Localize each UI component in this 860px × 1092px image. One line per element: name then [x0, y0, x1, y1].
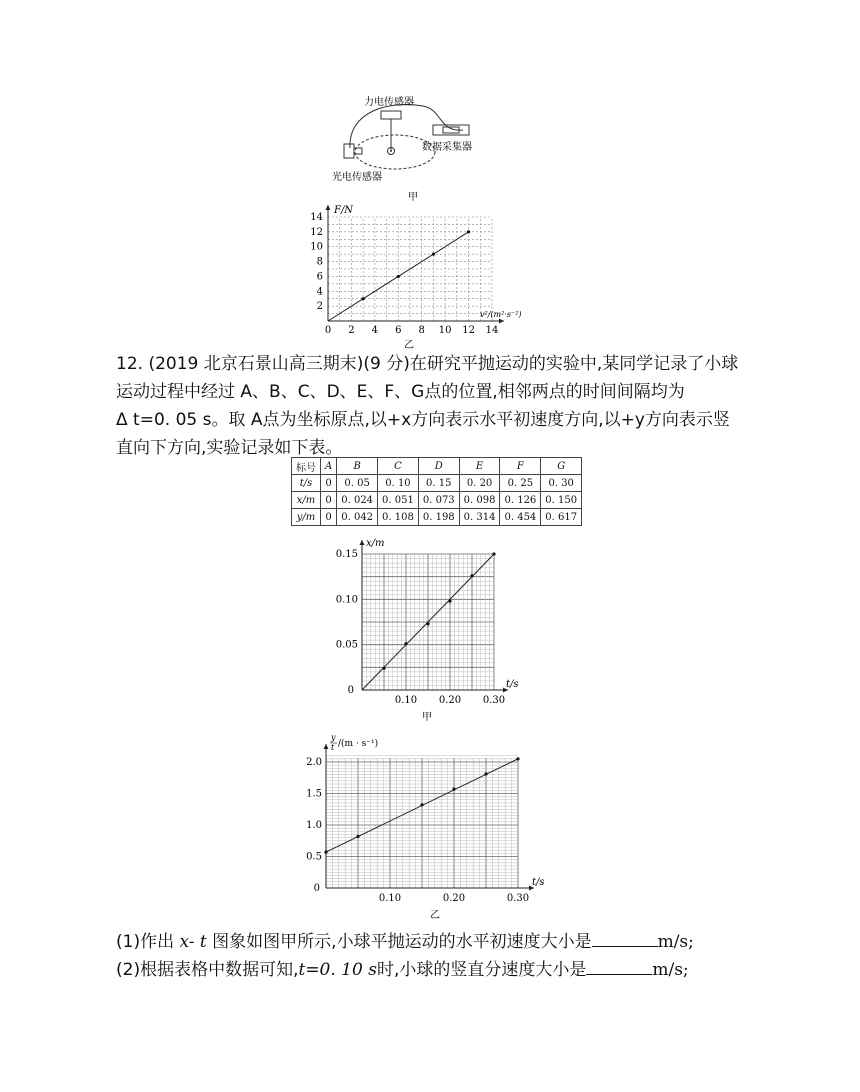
y-axis-arrow [326, 205, 331, 210]
table-cell: 0. 073 [418, 492, 459, 509]
table-header-cell: D [418, 458, 459, 475]
data-point [467, 230, 470, 233]
table-cell: 0. 042 [337, 509, 378, 526]
apparatus-caption: 甲 [408, 192, 418, 202]
table-cell: 0 [321, 475, 337, 492]
y-tick-label: 4 [316, 286, 323, 298]
table-cell: 0. 314 [459, 509, 500, 526]
x-tick-label: 0.30 [506, 893, 530, 904]
y-axis-label: x/m [366, 538, 385, 549]
table-cell: 0. 024 [337, 492, 378, 509]
y-tick-label: 14 [310, 212, 323, 223]
q2-unit: m/s; [652, 960, 689, 980]
q2-text: 时,小球的竖直分速度大小是 [376, 960, 587, 980]
y-tick-label: 12 [310, 226, 323, 238]
y-axis-label-numerator: y [331, 733, 336, 742]
data-point [324, 850, 327, 853]
table-header-row [292, 458, 582, 475]
table-header-cell: F [500, 458, 541, 475]
x-tick-label: 2 [348, 325, 355, 336]
x-tick-label: 12 [462, 325, 475, 336]
y-tick-label: 6 [316, 271, 323, 283]
table-header-cell: C [378, 458, 419, 475]
force-sensor-label: 力电传感器 [364, 97, 414, 108]
table-cell: 0. 051 [378, 492, 419, 509]
origin-label: 0 [313, 883, 320, 894]
data-point [420, 803, 423, 806]
q2-prefix: (2)根据表格中数据可知, [116, 960, 299, 980]
data-point [426, 622, 429, 625]
q1-prefix: (1)作出 [116, 932, 180, 952]
photo-sensor-label: 光电传感器 [332, 172, 382, 183]
question-line-1: 12. (2019 北京石景山高三期末)(9 分)在研究平抛运动的实验中,某同学记录了小球 [116, 354, 739, 374]
y-tick-label: 0.15 [335, 549, 358, 560]
data-point [397, 275, 400, 278]
apparatus-diagram [328, 92, 498, 202]
y-tick-label: 10 [310, 241, 323, 253]
q1-text: 图象如图甲所示,小球平抛运动的水平初速度大小是 [206, 932, 592, 952]
table-cell: 0. 454 [500, 509, 541, 526]
table-cell: 0. 20 [459, 475, 500, 492]
table-cell: 0. 617 [541, 509, 582, 526]
x-tick-label: 0 [324, 325, 332, 336]
question-line-2: 运动过程中经过 A、B、C、D、E、F、G点的位置,相邻两点的时间间隔均为 [116, 382, 685, 402]
table-cell: 0. 108 [378, 509, 419, 526]
data-point [484, 772, 487, 775]
table-header-cell: 标号 [292, 458, 321, 475]
table-cell: t/s [292, 475, 321, 492]
data-point [492, 552, 495, 555]
chart-caption: 乙 [430, 910, 440, 921]
table-row [292, 475, 582, 492]
data-point [404, 642, 407, 645]
y-tick-label: 1.5 [306, 788, 322, 800]
origin-label: 0 [347, 685, 354, 696]
data-point [362, 297, 365, 300]
y-over-t-chart [300, 728, 560, 923]
q2-answer-blank[interactable] [586, 958, 652, 975]
table-header-cell: B [337, 458, 378, 475]
x-t-chart [330, 530, 530, 725]
y-axis-arrow [360, 540, 365, 545]
chart-caption: 甲 [422, 712, 432, 723]
data-table [291, 457, 582, 526]
y-tick-label: 0.10 [335, 594, 358, 606]
data-point [382, 667, 385, 670]
table-cell: 0. 098 [459, 492, 500, 509]
x-tick-label: 14 [485, 325, 499, 336]
x-tick-label: 0.30 [482, 695, 506, 706]
x-tick-label: 0.20 [442, 893, 466, 904]
x-tick-label: 4 [371, 325, 379, 336]
table-header-cell: G [541, 458, 582, 475]
table-row [292, 509, 582, 526]
table-cell: 0 [321, 509, 337, 526]
y-tick-label: 0.05 [335, 639, 358, 651]
table-row [292, 492, 582, 509]
table-cell: 0 [321, 492, 337, 509]
data-point [452, 787, 455, 790]
x-tick-label: 0.10 [394, 695, 418, 706]
q1-unit: m/s; [657, 932, 694, 952]
table-cell: 0. 05 [337, 475, 378, 492]
table-cell: 0. 25 [500, 475, 541, 492]
table-header-cell: A [321, 458, 337, 475]
table-cell: 0. 126 [500, 492, 541, 509]
question-line-4: 直向下方向,实验记录如下表。 [116, 438, 343, 458]
force-velocity-chart [300, 205, 560, 350]
x-axis-arrow [499, 319, 504, 324]
table-cell: x/m [292, 492, 321, 509]
y-axis-label-unit: /(m · s⁻¹) [338, 739, 379, 749]
question-12 [116, 350, 756, 462]
data-point [356, 835, 359, 838]
data-point [516, 757, 519, 760]
data-point [432, 253, 435, 256]
y-tick-label: 0.5 [306, 851, 322, 863]
x-axis-label: v²/(m²·s⁻²) [480, 310, 522, 319]
data-point [470, 574, 473, 577]
y-axis-label-denominator: t [331, 743, 335, 752]
y-axis-arrow [324, 744, 329, 749]
x-tick-label: 10 [438, 325, 452, 336]
data-collector-label: 数据采集器 [422, 142, 472, 153]
sub-question-1 [116, 928, 756, 956]
x-axis-label: t/s [506, 679, 519, 690]
q2-variable: t=0. 10 s [298, 960, 377, 980]
table-cell: 0. 150 [541, 492, 582, 509]
q1-answer-blank[interactable] [592, 930, 658, 947]
x-tick-label: 0.10 [378, 893, 402, 904]
data-point [448, 600, 451, 603]
x-tick-label: 0.20 [438, 695, 462, 706]
table-cell: y/m [292, 509, 321, 526]
question-line-3: Δ t=0. 05 s。取 A点为坐标原点,以+x方向表示水平初速度方向,以+y方向表示竖 [116, 410, 730, 430]
x-tick-label: 6 [395, 325, 402, 336]
q1-variable: x- t [179, 932, 207, 952]
table-cell: 0. 198 [418, 509, 459, 526]
y-tick-label: 2 [316, 301, 323, 313]
table-cell: 0. 30 [541, 475, 582, 492]
table-header-cell: E [459, 458, 500, 475]
x-tick-label: 8 [418, 325, 425, 336]
y-tick-label: 8 [316, 256, 323, 268]
sub-questions [116, 928, 756, 984]
y-axis-label: F/N [334, 205, 354, 216]
sub-question-2 [116, 956, 756, 984]
table-cell: 0. 10 [378, 475, 419, 492]
chart-caption: 乙 [404, 340, 414, 350]
table-cell: 0. 15 [418, 475, 459, 492]
x-axis-label: t/s [532, 877, 545, 888]
y-tick-label: 1.0 [306, 820, 322, 831]
y-tick-label: 2.0 [306, 757, 322, 768]
